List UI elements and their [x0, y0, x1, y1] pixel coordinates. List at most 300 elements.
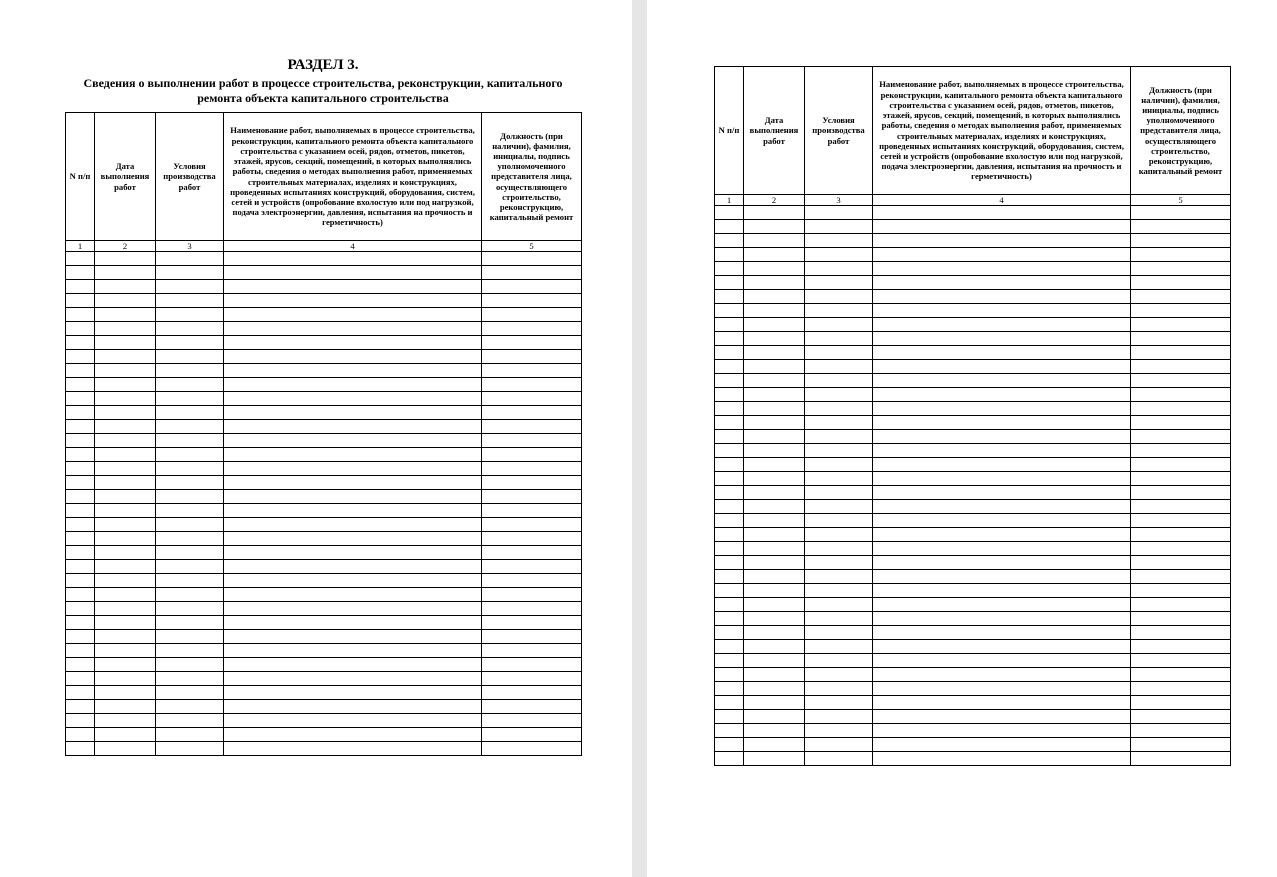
- table-cell: [805, 542, 873, 556]
- table-cell: [805, 318, 873, 332]
- table-row: [715, 220, 1231, 234]
- table-cell: [224, 462, 482, 476]
- table-cell: [715, 206, 744, 220]
- table-row: [715, 290, 1231, 304]
- table-row: [715, 234, 1231, 248]
- table-cell: [224, 280, 482, 294]
- table-row: [715, 528, 1231, 542]
- table-cell: [224, 714, 482, 728]
- table-cell: [95, 476, 156, 490]
- table-cell: [95, 658, 156, 672]
- table-cell: [873, 276, 1131, 290]
- table-cell: [224, 686, 482, 700]
- table-cell: [224, 322, 482, 336]
- table-cell: [715, 752, 744, 766]
- table-cell: [873, 682, 1131, 696]
- table-cell: [224, 434, 482, 448]
- table-cell: [156, 686, 224, 700]
- table-cell: [224, 630, 482, 644]
- table-cell: [224, 616, 482, 630]
- table-row: [715, 738, 1231, 752]
- table-cell: [482, 588, 582, 602]
- table-cell: [1131, 332, 1231, 346]
- table-cell: [805, 206, 873, 220]
- table-cell: [744, 472, 805, 486]
- col-header-conditions: Условия производства работ: [805, 67, 873, 195]
- table-cell: [66, 462, 95, 476]
- table-cell: [744, 724, 805, 738]
- table-cell: [715, 542, 744, 556]
- table-cell: [95, 588, 156, 602]
- table-cell: [744, 248, 805, 262]
- table-cell: [715, 430, 744, 444]
- table-cell: [95, 504, 156, 518]
- table-cell: [95, 630, 156, 644]
- table-cell: [805, 248, 873, 262]
- table-cell: [805, 220, 873, 234]
- table-row: [715, 682, 1231, 696]
- table-cell: [224, 420, 482, 434]
- table-cell: [744, 402, 805, 416]
- table-row: [66, 448, 582, 462]
- table-row: [715, 696, 1231, 710]
- table-cell: [1131, 514, 1231, 528]
- table-cell: [715, 472, 744, 486]
- col-number: 2: [95, 241, 156, 252]
- table-cell: [873, 696, 1131, 710]
- table-cell: [1131, 220, 1231, 234]
- col-number: 5: [1131, 195, 1231, 206]
- table-cell: [482, 294, 582, 308]
- table-cell: [873, 248, 1131, 262]
- table-cell: [1131, 444, 1231, 458]
- table-cell: [156, 728, 224, 742]
- table-cell: [873, 514, 1131, 528]
- table-cell: [805, 696, 873, 710]
- table-row: [66, 616, 582, 630]
- document-page-2: [647, 0, 1277, 877]
- table-cell: [1131, 206, 1231, 220]
- table-cell: [66, 602, 95, 616]
- table-cell: [744, 752, 805, 766]
- table-cell: [156, 658, 224, 672]
- table-cell: [66, 434, 95, 448]
- table-row: [715, 640, 1231, 654]
- table-row: [715, 304, 1231, 318]
- table-cell: [744, 346, 805, 360]
- table-row: [66, 294, 582, 308]
- table-cell: [805, 612, 873, 626]
- col-number: 3: [805, 195, 873, 206]
- table-cell: [224, 406, 482, 420]
- table-cell: [95, 644, 156, 658]
- table-cell: [744, 668, 805, 682]
- table-cell: [744, 486, 805, 500]
- table-cell: [95, 336, 156, 350]
- table-cell: [66, 364, 95, 378]
- table-cell: [805, 752, 873, 766]
- table-row: [715, 430, 1231, 444]
- table-cell: [805, 724, 873, 738]
- table-row: [715, 556, 1231, 570]
- table-row: [66, 392, 582, 406]
- table-cell: [873, 472, 1131, 486]
- table-row: [715, 570, 1231, 584]
- table-cell: [805, 388, 873, 402]
- table-cell: [805, 640, 873, 654]
- table-cell: [66, 504, 95, 518]
- table-cell: [1131, 654, 1231, 668]
- table-row: [66, 420, 582, 434]
- table-cell: [224, 672, 482, 686]
- table-cell: [95, 742, 156, 756]
- table-cell: [156, 476, 224, 490]
- table-cell: [715, 220, 744, 234]
- table-cell: [224, 742, 482, 756]
- table-cell: [1131, 710, 1231, 724]
- table-cell: [873, 346, 1131, 360]
- table-row: [66, 728, 582, 742]
- table-row: [66, 560, 582, 574]
- table-cell: [95, 574, 156, 588]
- table-cell: [805, 374, 873, 388]
- table-cell: [715, 388, 744, 402]
- table-cell: [156, 252, 224, 266]
- table-cell: [715, 710, 744, 724]
- table-cell: [873, 724, 1131, 738]
- table-cell: [744, 458, 805, 472]
- table-cell: [95, 252, 156, 266]
- table-row: [66, 588, 582, 602]
- table-cell: [66, 308, 95, 322]
- table-cell: [95, 350, 156, 364]
- table-cell: [66, 280, 95, 294]
- table-cell: [224, 560, 482, 574]
- table-cell: [66, 574, 95, 588]
- table-cell: [224, 336, 482, 350]
- table-row: [715, 332, 1231, 346]
- table-row: [715, 724, 1231, 738]
- table-cell: [805, 626, 873, 640]
- table-cell: [805, 472, 873, 486]
- table-row: [66, 322, 582, 336]
- table-cell: [95, 518, 156, 532]
- table-cell: [744, 654, 805, 668]
- table-cell: [715, 654, 744, 668]
- table-cell: [482, 462, 582, 476]
- table-row: [715, 486, 1231, 500]
- table-cell: [1131, 486, 1231, 500]
- table-cell: [873, 584, 1131, 598]
- table-cell: [156, 630, 224, 644]
- table-cell: [873, 304, 1131, 318]
- col-number: 4: [873, 195, 1131, 206]
- table-row: [66, 462, 582, 476]
- col-number: 1: [66, 241, 95, 252]
- table-cell: [95, 546, 156, 560]
- table-row: [66, 714, 582, 728]
- table-cell: [482, 658, 582, 672]
- table-cell: [482, 490, 582, 504]
- table-cell: [873, 402, 1131, 416]
- table-cell: [156, 700, 224, 714]
- table-cell: [224, 644, 482, 658]
- col-number: 5: [482, 241, 582, 252]
- table-row: [66, 406, 582, 420]
- table-cell: [66, 392, 95, 406]
- table-cell: [66, 658, 95, 672]
- table-cell: [744, 514, 805, 528]
- table-cell: [156, 392, 224, 406]
- table-cell: [156, 588, 224, 602]
- table-cell: [805, 584, 873, 598]
- table-cell: [1131, 584, 1231, 598]
- table-row: [715, 612, 1231, 626]
- table-cell: [66, 518, 95, 532]
- column-number-row: [715, 195, 1231, 206]
- table-cell: [156, 280, 224, 294]
- table-cell: [156, 294, 224, 308]
- table-cell: [66, 406, 95, 420]
- table-cell: [744, 262, 805, 276]
- table-cell: [715, 402, 744, 416]
- table-cell: [805, 514, 873, 528]
- table-cell: [715, 416, 744, 430]
- table-cell: [873, 430, 1131, 444]
- table-cell: [1131, 416, 1231, 430]
- table-row: [715, 360, 1231, 374]
- table-cell: [66, 448, 95, 462]
- table-cell: [715, 500, 744, 514]
- table-cell: [873, 570, 1131, 584]
- table-cell: [805, 556, 873, 570]
- table-row: [66, 336, 582, 350]
- col-number: 1: [715, 195, 744, 206]
- table-row: [715, 584, 1231, 598]
- table-cell: [744, 416, 805, 430]
- table-cell: [224, 266, 482, 280]
- table-row: [715, 626, 1231, 640]
- table-cell: [224, 700, 482, 714]
- table-row: [66, 434, 582, 448]
- table-row: [715, 346, 1231, 360]
- table-cell: [805, 262, 873, 276]
- table-cell: [95, 280, 156, 294]
- table-cell: [744, 640, 805, 654]
- table-cell: [482, 308, 582, 322]
- table-cell: [744, 276, 805, 290]
- table-cell: [873, 738, 1131, 752]
- table-cell: [715, 584, 744, 598]
- table-cell: [156, 560, 224, 574]
- table-cell: [744, 500, 805, 514]
- section-title: РАЗДЕЛ 3.: [287, 57, 359, 73]
- table-cell: [873, 416, 1131, 430]
- table-cell: [482, 252, 582, 266]
- table-row: [66, 308, 582, 322]
- table-cell: [224, 392, 482, 406]
- table-cell: [482, 434, 582, 448]
- table-cell: [1131, 458, 1231, 472]
- table-row: [66, 742, 582, 756]
- table-cell: [224, 350, 482, 364]
- table-cell: [156, 532, 224, 546]
- table-cell: [156, 644, 224, 658]
- table-cell: [1131, 346, 1231, 360]
- table-cell: [715, 346, 744, 360]
- table-cell: [156, 504, 224, 518]
- table-cell: [224, 294, 482, 308]
- table-row: [66, 532, 582, 546]
- col-number: 2: [744, 195, 805, 206]
- table-cell: [744, 710, 805, 724]
- table-cell: [156, 420, 224, 434]
- table-cell: [95, 616, 156, 630]
- table-cell: [156, 350, 224, 364]
- table-cell: [482, 392, 582, 406]
- table-row: [715, 276, 1231, 290]
- table-cell: [156, 616, 224, 630]
- table-cell: [1131, 360, 1231, 374]
- table-cell: [744, 626, 805, 640]
- table-cell: [805, 346, 873, 360]
- table-cell: [66, 560, 95, 574]
- table-cell: [156, 322, 224, 336]
- table-cell: [715, 598, 744, 612]
- section-subtitle: Сведения о выполнении работ в процессе строительства, реконструкции, капитального ремонта объекта капитального строительства: [83, 76, 563, 105]
- table-cell: [805, 416, 873, 430]
- table-row: [66, 252, 582, 266]
- table-cell: [1131, 612, 1231, 626]
- table-cell: [715, 570, 744, 584]
- table-cell: [482, 546, 582, 560]
- table-cell: [66, 490, 95, 504]
- table-cell: [805, 570, 873, 584]
- table-cell: [805, 500, 873, 514]
- table-cell: [805, 304, 873, 318]
- table-cell: [224, 728, 482, 742]
- table-row: [66, 350, 582, 364]
- table-cell: [744, 598, 805, 612]
- table-cell: [744, 360, 805, 374]
- table-cell: [1131, 626, 1231, 640]
- table-row: [715, 206, 1231, 220]
- table-cell: [224, 308, 482, 322]
- table-cell: [66, 546, 95, 560]
- table-row: [715, 444, 1231, 458]
- table-cell: [744, 570, 805, 584]
- table-cell: [95, 672, 156, 686]
- table-cell: [805, 738, 873, 752]
- table-cell: [224, 658, 482, 672]
- table-cell: [224, 448, 482, 462]
- table-cell: [95, 308, 156, 322]
- table-row: [715, 374, 1231, 388]
- col-header-work-name: Наименование работ, выполняемых в процессе строительства, реконструкции, капитального ремонта объекта капитального строительства с указанием осей, рядов, отметов, пикетов, этажей, ярусов, секций, помещений, в которых выполнялись работы, сведения о методах выполнения работ, применяемых строительных материалах, изделиях и конструкциях, проведенных испытаниях конструкций, оборудования, систем, сетей и устройств (опробование вхолостую или под нагрузкой, подача электроэнергии, давления, испытания на прочность и герметичность): [224, 113, 482, 241]
- table-body: [66, 252, 582, 756]
- table-cell: [482, 672, 582, 686]
- table-cell: [156, 308, 224, 322]
- table-cell: [224, 574, 482, 588]
- table-cell: [805, 234, 873, 248]
- table-cell: [482, 602, 582, 616]
- table-cell: [1131, 752, 1231, 766]
- table-cell: [66, 686, 95, 700]
- table-cell: [1131, 290, 1231, 304]
- table-cell: [873, 668, 1131, 682]
- table-cell: [715, 668, 744, 682]
- table-cell: [66, 476, 95, 490]
- table-cell: [95, 462, 156, 476]
- table-cell: [1131, 402, 1231, 416]
- table-cell: [744, 542, 805, 556]
- table-cell: [744, 234, 805, 248]
- table-cell: [873, 528, 1131, 542]
- table-cell: [805, 682, 873, 696]
- table-cell: [1131, 640, 1231, 654]
- table-cell: [95, 406, 156, 420]
- table-cell: [1131, 598, 1231, 612]
- table-cell: [805, 486, 873, 500]
- table-cell: [224, 378, 482, 392]
- table-cell: [744, 374, 805, 388]
- table-cell: [482, 728, 582, 742]
- table-cell: [224, 504, 482, 518]
- table-cell: [744, 696, 805, 710]
- table-row: [715, 514, 1231, 528]
- table-row: [66, 658, 582, 672]
- table-cell: [873, 500, 1131, 514]
- table-cell: [715, 612, 744, 626]
- table-cell: [224, 518, 482, 532]
- table-cell: [744, 556, 805, 570]
- table-cell: [66, 728, 95, 742]
- table-cell: [1131, 682, 1231, 696]
- table-cell: [1131, 500, 1231, 514]
- table-cell: [744, 682, 805, 696]
- table-cell: [1131, 248, 1231, 262]
- table-cell: [156, 490, 224, 504]
- table-cell: [95, 392, 156, 406]
- table-cell: [482, 686, 582, 700]
- table-cell: [744, 612, 805, 626]
- table-cell: [95, 434, 156, 448]
- table-cell: [95, 294, 156, 308]
- col-header-date: Дата выполнения работ: [95, 113, 156, 241]
- table-cell: [873, 360, 1131, 374]
- table-cell: [482, 714, 582, 728]
- table-cell: [873, 542, 1131, 556]
- table-cell: [873, 640, 1131, 654]
- table-cell: [224, 364, 482, 378]
- table-cell: [95, 686, 156, 700]
- table-cell: [224, 476, 482, 490]
- col-header-representative: Должность (при наличии), фамилия, инициалы, подпись уполномоченного представителя лица, осуществляющего строительство, реконструкцию, капитальный ремонт: [1131, 67, 1231, 195]
- table-cell: [873, 556, 1131, 570]
- table-row: [66, 378, 582, 392]
- table-cell: [482, 406, 582, 420]
- table-cell: [482, 742, 582, 756]
- table-cell: [744, 290, 805, 304]
- table-cell: [66, 742, 95, 756]
- table-cell: [482, 574, 582, 588]
- table-row: [715, 248, 1231, 262]
- table-cell: [805, 332, 873, 346]
- table-cell: [1131, 668, 1231, 682]
- table-cell: [95, 560, 156, 574]
- document-page-1: [0, 0, 632, 877]
- table-cell: [482, 350, 582, 364]
